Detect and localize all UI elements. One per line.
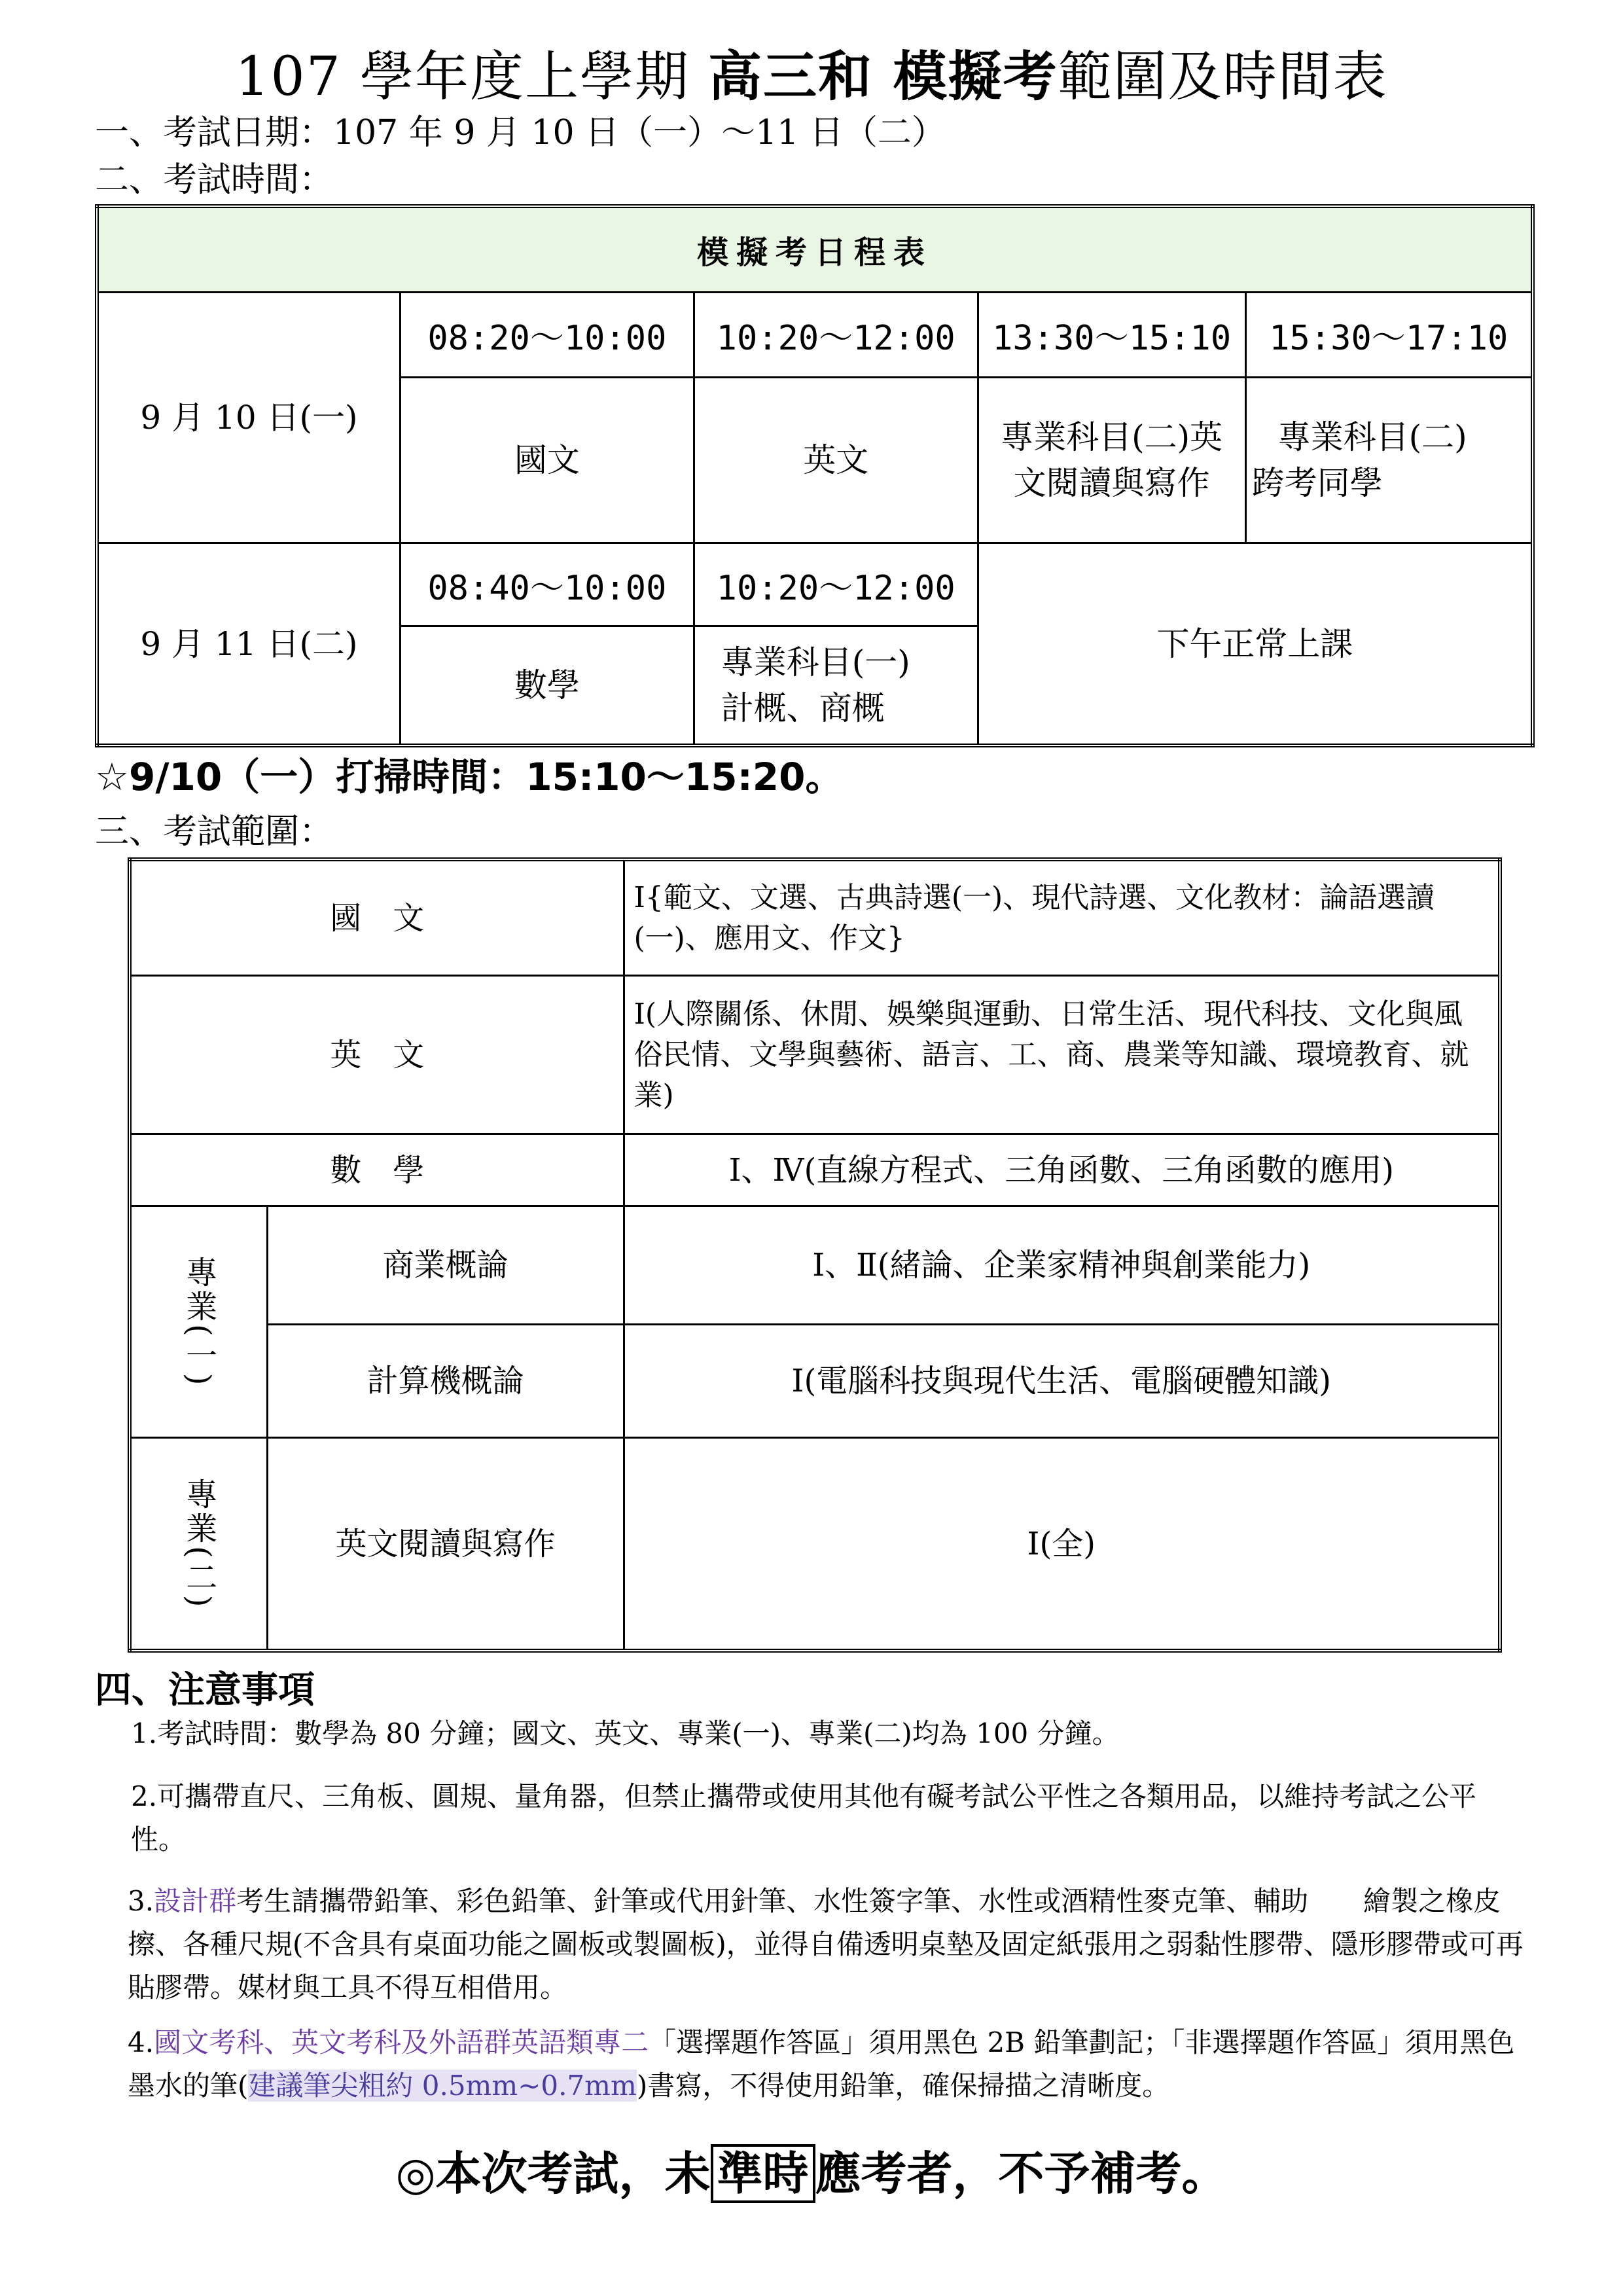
scope-reading-detail: Ⅰ(全) (624, 1438, 1500, 1651)
scope-computer-detail: Ⅰ(電腦科技與現代生活、電腦硬體知識) (624, 1325, 1500, 1438)
day1-slot2-time: 10:20～12:00 (694, 293, 978, 378)
day2-slot2-time: 10:20～12:00 (694, 543, 978, 626)
note-3: 3.設計群考生請攜帶鉛筆、彩色鉛筆、針筆或代用針筆、水性簽字筆、水性或酒精性麥克筆、輔助 繪製之橡皮擦、各種尺規(不含具有桌面功能之圖板或製圖板)，並得自備透明桌墊及固定紙張用之弱黏性膠帶、隱形膠帶或可再貼膠帶。媒材與工具不得互相借用。 (128, 1885, 1524, 2003)
day1-slot1-time: 08:20～10:00 (400, 293, 694, 378)
day2-slot2-subject: 專業科目(一) (721, 643, 910, 682)
day1-slot4-time: 15:30～17:10 (1245, 293, 1533, 378)
day2-date: 9 月 11 日(二) (97, 543, 400, 745)
scope-math-detail: Ⅰ、Ⅳ(直線方程式、三角函數、三角函數的應用) (624, 1134, 1500, 1206)
day1-date: 9 月 10 日(一) (97, 293, 400, 543)
day1-slot3-subject: 專業科目(二)英文閱讀與寫作 (978, 377, 1245, 543)
scope-pro1-group: 專業(一) (180, 1255, 217, 1388)
scope-business-subject: 商業概論 (267, 1206, 624, 1325)
scope-reading-subject: 英文閱讀與寫作 (267, 1438, 624, 1651)
note-2: 2.可攜帶直尺、三角板、圓規、量角器，但禁止攜帶或使用其他有礙考試公平性之各類用品，以維持考試之公平性。 (131, 1780, 1477, 1856)
schedule-header: 模擬考日程表 (97, 206, 1533, 293)
scope-computer-subject: 計算機概論 (267, 1325, 624, 1438)
day1-slot4-subject: 專業科目(二) (1277, 418, 1467, 457)
day2-slot2-note: 計概、商概 (721, 689, 885, 728)
schedule-table (95, 204, 1535, 747)
scope-pro2-group: 專業(二) (180, 1477, 217, 1610)
exam-date: 一、考試日期：107 年 9 月 10 日（一）～11 日（二） (95, 113, 946, 152)
day1-slot4-note: 跨考同學 (1251, 464, 1383, 503)
day2-afternoon: 下午正常上課 (978, 543, 1533, 745)
section-notes-label: 四、注意事項 (95, 1669, 315, 1712)
section-exam-time-label: 二、考試時間： (95, 160, 334, 200)
scope-english-detail: Ⅰ(人際關係、休閒、娛樂與運動、日常生活、現代科技、文化與風俗民情、文學與藝術、語言、工、商、農業等知識、環境教育、就業) (624, 976, 1500, 1134)
scope-math-subject: 數 學 (130, 1134, 624, 1206)
cleaning-time: ☆9/10（一）打掃時間：15:10～15:20。 (95, 755, 844, 799)
section-scope-label: 三、考試範圍： (95, 812, 334, 852)
day1-slot3-time: 13:30～15:10 (978, 293, 1245, 378)
scope-english-subject: 英 文 (130, 976, 624, 1134)
day2-slot1-time: 08:40～10:00 (400, 543, 694, 626)
scope-chinese-subject: 國 文 (130, 859, 624, 976)
scope-business-detail: Ⅰ、Ⅱ(緒論、企業家精神與創業能力) (624, 1206, 1500, 1325)
note-1: 1.考試時間：數學為 80 分鐘；國文、英文、專業(一)、專業(二)均為 100 分鐘。 (131, 1717, 1120, 1749)
note-4: 4.國文考科、英文考科及外語群英語類專二「選擇題作答區」須用黑色 2B 鉛筆劃記；「非選擇題作答區」須用黑色墨水的筆(建議筆尖粗約 0.5mm~0.7mm)書寫，不得使用鉛筆，確保掃描之清晰度。 (128, 2026, 1515, 2102)
day2-slot1-subject: 數學 (400, 626, 694, 745)
day1-slot2-subject: 英文 (694, 377, 978, 543)
scope-table (128, 857, 1502, 1653)
day1-slot1-subject: 國文 (400, 377, 694, 543)
page-title: 107 學年度上學期 高三和 模擬考範圍及時間表 (235, 46, 1388, 108)
scope-chinese-detail: Ⅰ{範文、文選、古典詩選(一)、現代詩選、文化教材：論語選讀(一)、應用文、作文} (624, 859, 1500, 976)
final-notice: ◎本次考試，未 準時 應考者，不予補考。 (0, 2137, 1623, 2203)
